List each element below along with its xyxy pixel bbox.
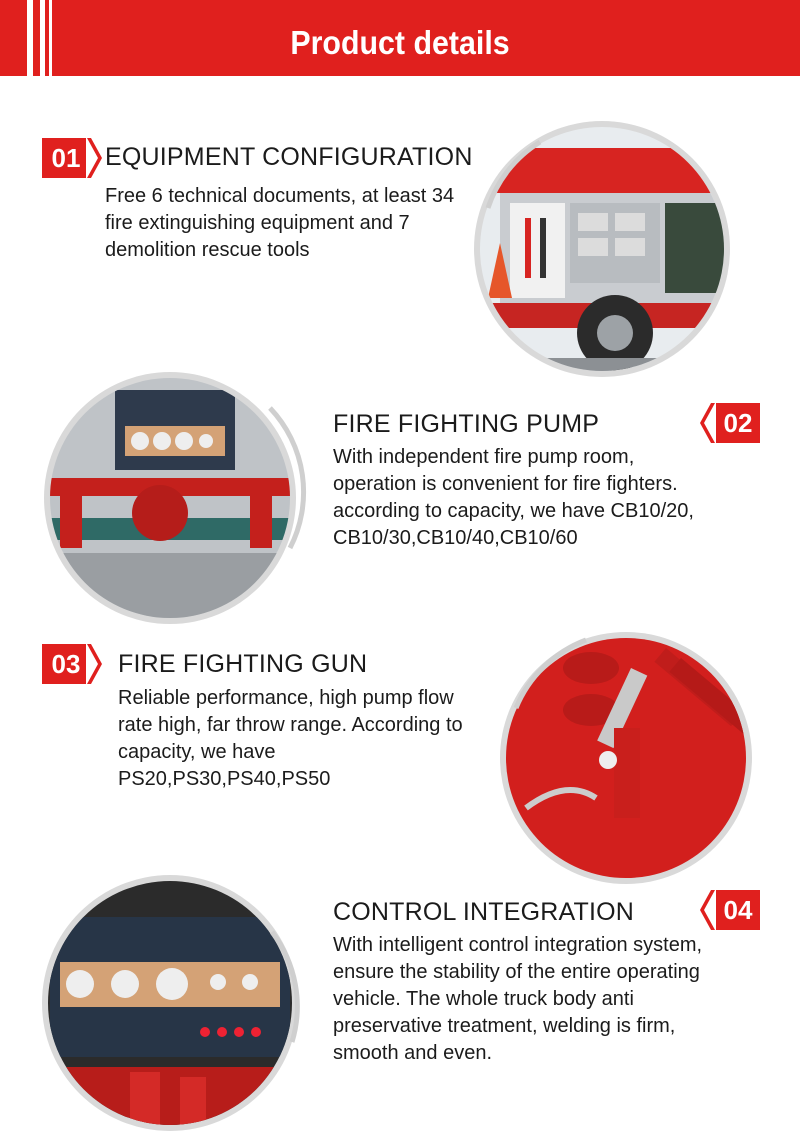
header-stripe: [0, 0, 27, 76]
section-title: FIRE FIGHTING PUMP: [333, 410, 600, 438]
section-number: 01: [51, 143, 81, 173]
section-number-badge: [42, 644, 102, 684]
page-title: Product details: [290, 24, 510, 61]
section-title: CONTROL INTEGRATION: [333, 898, 635, 926]
page-header: [0, 0, 800, 76]
section-text: Reliable performance, high pump flow rate high, far throw range. According to capacity, we have PS20,PS30,PS40,PS50: [118, 687, 463, 790]
section-title: FIRE FIGHTING GUN: [118, 650, 368, 678]
section-number: 03: [51, 649, 81, 679]
section-text: With independent fire pump room, operation is convenient for fire fighters. according to capacity, we have CB10/20, CB10/30,CB10/40,CB10/60: [333, 446, 694, 549]
section-number-badge: [42, 138, 102, 178]
control-panel-photo: [40, 872, 308, 1134]
section-number: 02: [723, 408, 753, 438]
section-number-badge: [700, 890, 760, 930]
section-text: Free 6 technical documents, at least 34 fire extinguishing equipment and 7 demolition rescue tools: [105, 185, 455, 261]
section-title: EQUIPMENT CONFIGURATION: [105, 143, 473, 171]
fire-monitor-gun-photo: [496, 628, 758, 890]
equipment-compartment-photo: [470, 118, 730, 380]
section-text: With intelligent control integration system, ensure the stability of the entire operating vehicle. The whole truck body anti preservative treatment, welding is firm, smooth and even.: [333, 934, 703, 1064]
fire-pump-photo: [40, 368, 308, 630]
section-number: 04: [723, 895, 753, 925]
section-number-badge: [700, 403, 760, 443]
